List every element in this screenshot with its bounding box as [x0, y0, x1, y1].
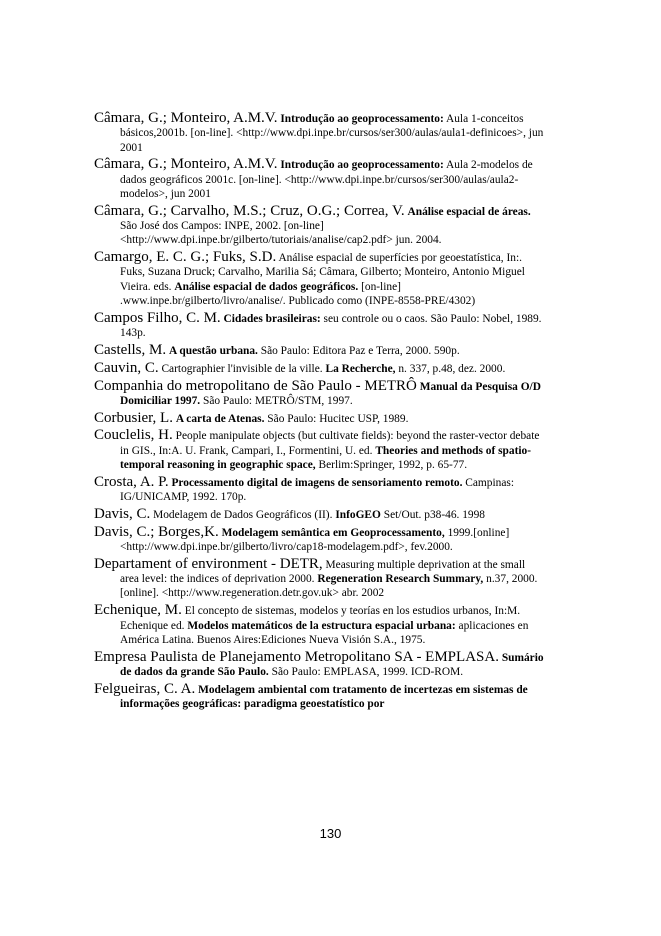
reference-details: São Paulo: Hucitec USP, 1989. — [267, 412, 409, 425]
reference-title: Modelagem ambiental com tratamento de incertezas em sistemas de informações geográficas: paradigma geoestatístico por — [120, 683, 528, 710]
reference-title: Cidades brasileiras: — [223, 312, 321, 325]
reference-details: Análise espacial de superfícies por geoestatística, In:. Fuks, Suzana Druck; Carvalho, Marilia Sá; Câmara, Gilberto; Monteiro, Antonio Miguel Vieira. eds. — [120, 252, 525, 293]
reference-details: El concepto de sistemas, modelos y teorías en los estudios urbanos, In:M. Echenique ed. — [120, 605, 521, 632]
reference-entry — [94, 204, 546, 248]
reference-title: Introdução ao geoprocessamento: — [280, 113, 444, 125]
reference-author: Crosta, A. P. — [94, 473, 169, 490]
reference-title: Regeneration Research Summary, — [317, 573, 484, 586]
reference-entry — [94, 379, 546, 409]
reference-title: La Recherche, — [325, 362, 396, 375]
reference-title: A carta de Atenas. — [175, 412, 265, 425]
reference-title: Modelos matemáticos de la estructura espacial urbana: — [187, 619, 456, 632]
reference-author: Câmara, G.; Monteiro, A.M.V. — [94, 156, 278, 173]
reference-entry — [94, 250, 546, 308]
reference-title: Manual da Pesquisa O/D Domiciliar 1997. — [120, 380, 541, 407]
reference-entry — [94, 475, 546, 505]
reference-title: Introdução ao geoprocessamento: — [280, 159, 444, 172]
reference-details: São Paulo: EMPLASA, 1999. ICD-ROM. — [271, 665, 464, 678]
reference-author: Departament of environment - DETR, — [94, 555, 323, 572]
reference-author: Davis, C. — [94, 505, 151, 522]
reference-author: Davis, C.; Borges,K. — [94, 523, 219, 540]
reference-details: Campinas: IG/UNICAMP, 1992. 170p. — [120, 476, 515, 504]
reference-entry — [94, 311, 546, 341]
reference-entry — [94, 650, 546, 680]
reference-entry — [94, 361, 546, 376]
reference-entry — [94, 557, 546, 601]
reference-entry — [94, 507, 546, 522]
reference-title: Processamento digital de imagens de sensoriamento remoto. — [171, 476, 463, 489]
reference-entry — [94, 411, 546, 426]
reference-author: Câmara, G.; Carvalho, M.S.; Cruz, O.G.; Correa, V. — [94, 202, 405, 219]
reference-details: aplicaciones en América Latina. Buenos Aires:Ediciones Nueva Visión S.A., 1975. — [120, 619, 529, 646]
reference-title: Theories and methods of spatio-temporal reasoning in geographic space, — [120, 444, 532, 472]
reference-author: Câmara, G.; Monteiro, A.M.V. — [94, 110, 278, 126]
reference-details: n. 337, p.48, dez. 2000. — [398, 362, 506, 375]
reference-entry — [94, 428, 546, 472]
reference-author: Felgueiras, C. A. — [94, 680, 196, 697]
reference-author: Cauvin, C. — [94, 359, 159, 376]
reference-author: Companhia do metropolitano de São Paulo - METRÔ — [94, 377, 417, 394]
reference-entry — [94, 682, 546, 712]
reference-title: A questão urbana. — [168, 344, 258, 357]
reference-details: Berlim:Springer, 1992, p. 65-77. — [318, 459, 468, 472]
reference-entry — [94, 603, 546, 647]
reference-details: Set/Out. p38-46. 1998 — [383, 508, 485, 521]
reference-title: Modelagem semântica em Geoprocessamento, — [221, 526, 445, 539]
reference-details: seu controle ou o caos. São Paulo: Nobel, 1989. 143p. — [120, 312, 542, 340]
reference-details: 1999.[online] <http://www.dpi.inpe.br/gilberto/livro/cap18-modelagem.pdf>, fev.2000. — [120, 526, 510, 554]
reference-details: Aula 2-modelos de dados geográficos 2001c. [on-line]. <http://www.dpi.inpe.br/cursos/ser300/aulas/aula2-modelos>, jun 2001 — [120, 159, 533, 200]
reference-details: Measuring multiple deprivation at the small area level: the indices of deprivation 2000. — [120, 558, 526, 586]
reference-author: Echenique, M. — [94, 602, 182, 619]
reference-details: [on-line] .www.inpe.br/gilberto/livro/analise/. Publicado como (INPE-8558-PRE/4302) — [120, 280, 476, 308]
reference-title: Análise espacial de dados geográficos. — [174, 280, 359, 293]
reference-entry — [94, 111, 546, 155]
page-number: 130 — [319, 826, 342, 841]
reference-entry — [94, 525, 546, 555]
reference-details: São Paulo: METRÔ/STM, 1997. — [203, 394, 353, 407]
reference-author: Corbusier, L. — [94, 409, 173, 426]
reference-title: Análise espacial de áreas. — [407, 205, 531, 218]
reference-author: Castells, M. — [94, 341, 167, 358]
reference-author: Couclelis, H. — [94, 427, 173, 444]
reference-author: Campos Filho, C. M. — [94, 309, 221, 326]
reference-details: People manipulate objects (but cultivate fields): beyond the raster-vector debate in GIS., In:A. U. Frank, Campari, I., Formentini, U. ed. — [120, 430, 540, 457]
reference-details: Cartographier l'invisible de la ville. — [161, 362, 323, 375]
reference-details: São Paulo: Editora Paz e Terra, 2000. 590p. — [260, 344, 460, 357]
reference-entry — [94, 157, 546, 201]
reference-details: n.37, 2000. [online]. <http://www.regeneration.detr.gov.uk> abr. 2002 — [120, 573, 538, 600]
reference-author: Camargo, E. C. G.; Fuks, S.D. — [94, 249, 277, 266]
reference-details: Aula 1-conceitos básicos,2001b. [on-line]. <http://www.dpi.inpe.br/cursos/ser300/aulas/aula1-definicoes>, jun 2001 — [120, 113, 544, 154]
reference-details: São José dos Campos: INPE, 2002. [on-line] <http://www.dpi.inpe.br/gilberto/tutoriais/analise/cap2.pdf> jun. 2004. — [120, 220, 442, 247]
reference-title: Sumário de dados da grande São Paulo. — [120, 651, 544, 678]
reference-details: Modelagem de Dados Geográficos (II). — [153, 508, 333, 521]
reference-title: InfoGEO — [335, 508, 381, 521]
reference-entry — [94, 343, 546, 358]
reference-list — [94, 111, 546, 714]
reference-author: Empresa Paulista de Planejamento Metropolitano SA - EMPLASA. — [94, 648, 499, 665]
